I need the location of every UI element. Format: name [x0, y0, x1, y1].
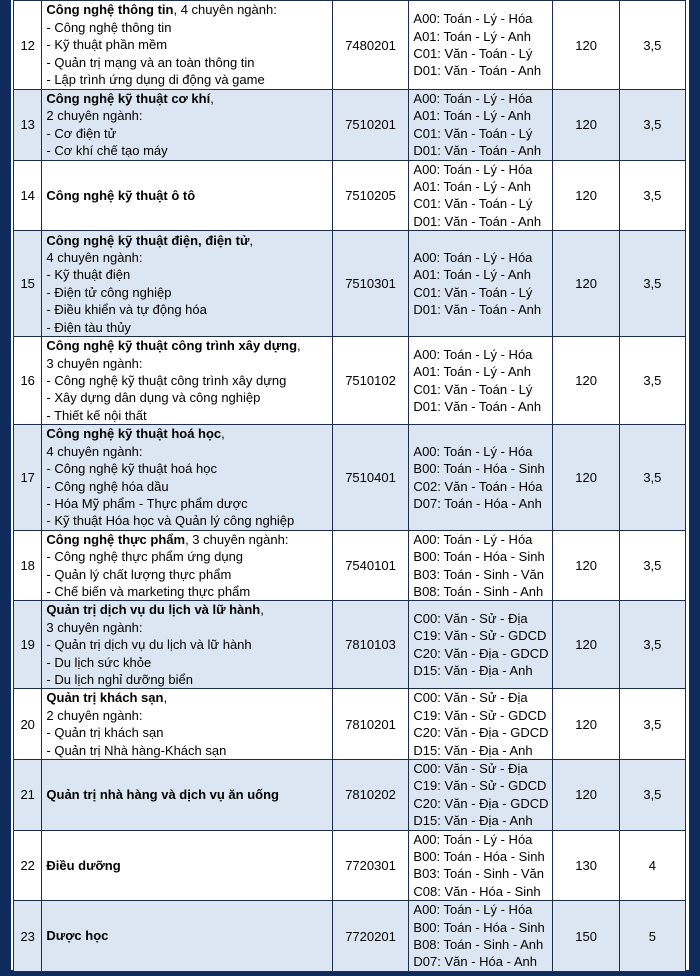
- major-code: 7810201: [332, 689, 409, 760]
- specialization-item: - Hóa Mỹ phẩm - Thực phẩm dược: [46, 495, 248, 511]
- specialization-item: - Thiết kế nội thất: [46, 407, 147, 423]
- specialization-item: - Công nghệ thông tin: [46, 19, 172, 35]
- subject-combination: A00: Toán - Lý - Hóa: [413, 902, 533, 918]
- major-cell: [42, 1, 332, 90]
- table-row: [14, 337, 686, 425]
- subject-combination: A01: Toán - Lý - Anh: [413, 28, 531, 44]
- subject-combination: A00: Toán - Lý - Hóa: [413, 161, 533, 177]
- subject-combination: C20: Văn - Địa - GDCD: [413, 645, 549, 661]
- major-title-line: [46, 425, 327, 442]
- major-title-line: [46, 531, 327, 548]
- subject-combination: C01: Văn - Toán - Lý: [413, 284, 533, 300]
- min-score: 4: [619, 830, 685, 901]
- subject-combinations: [409, 1, 553, 90]
- major-title-line: [46, 927, 327, 944]
- row-number: 12: [14, 1, 42, 90]
- major-title-line: [46, 601, 327, 618]
- quota: 150: [553, 901, 619, 972]
- major-name: Quản trị khách sạn: [46, 690, 164, 706]
- major-cell: [42, 160, 332, 231]
- subject-combination: A00: Toán - Lý - Hóa: [413, 249, 533, 265]
- subject-combination: B03: Toán - Sinh - Văn: [413, 866, 544, 882]
- specialization-item: - Quản trị khách sạn: [46, 725, 164, 741]
- specialization-item: - Lập trình ứng dụng di động và game: [46, 72, 265, 88]
- subject-combination: D07: Văn - Hóa - Anh: [413, 954, 537, 970]
- major-code: 7510205: [332, 160, 409, 231]
- major-name: Dược học: [46, 928, 109, 944]
- major-suffix: , 3 chuyên ngành:: [185, 531, 289, 547]
- subject-combinations: [409, 901, 553, 972]
- major-name: Công nghệ kỹ thuật điện, điện tử: [46, 232, 250, 248]
- subject-combination: B08: Toán - Sinh - Anh: [413, 583, 544, 599]
- subject-combination: A00: Toán - Lý - Hóa: [413, 531, 533, 547]
- specialization-item: 2 chuyên ngành:: [46, 108, 143, 124]
- subject-combination: A00: Toán - Lý - Hóa: [413, 11, 533, 27]
- row-number: 15: [14, 231, 42, 337]
- major-cell: [42, 425, 332, 530]
- major-suffix: ,: [297, 338, 301, 354]
- subject-combination: A01: Toán - Lý - Anh: [413, 364, 531, 380]
- subject-combination: A01: Toán - Lý - Anh: [413, 108, 531, 124]
- subject-combination: A01: Toán - Lý - Anh: [413, 179, 531, 195]
- major-cell: [42, 901, 332, 972]
- quota: 120: [553, 530, 619, 601]
- admission-majors-table: [13, 0, 686, 972]
- row-number: 21: [14, 760, 42, 831]
- major-code: 7510401: [332, 425, 409, 530]
- subject-combination: A00: Toán - Lý - Hóa: [413, 346, 533, 362]
- min-score: 3,5: [619, 1, 685, 90]
- min-score: 3,5: [619, 231, 685, 337]
- major-name: Công nghệ thông tin: [46, 2, 174, 18]
- min-score: 3,5: [619, 90, 685, 161]
- major-cell: [42, 760, 332, 831]
- subject-combination: C00: Văn - Sử - Địa: [413, 761, 528, 776]
- major-name: Công nghệ kỹ thuật ô tô: [46, 187, 196, 203]
- specialization-item: - Quản lý chất lượng thực phẩm: [46, 566, 232, 582]
- quota: 120: [553, 1, 619, 90]
- major-title-line: [46, 187, 327, 204]
- subject-combination: D07: Toán - Hóa - Anh: [413, 495, 542, 511]
- specialization-item: 2 chuyên ngành:: [46, 707, 143, 723]
- major-title-line: [46, 857, 327, 874]
- quota: 120: [553, 160, 619, 231]
- subject-combination: D15: Văn - Địa - Anh: [413, 663, 533, 679]
- major-name: Quản trị nhà hàng và dịch vụ ăn uống: [46, 787, 279, 803]
- specialization-item: 3 chuyên ngành:: [46, 355, 143, 371]
- subject-combination: D01: Văn - Toán - Anh: [413, 302, 542, 318]
- subject-combination: D01: Văn - Toán - Anh: [413, 213, 542, 229]
- subject-combination: A00: Toán - Lý - Hóa: [413, 831, 533, 847]
- subject-combinations: [409, 160, 553, 231]
- table-row: [14, 425, 686, 530]
- quota: 120: [553, 760, 619, 831]
- subject-combination: A01: Toán - Lý - Anh: [413, 267, 531, 283]
- quota: 120: [553, 231, 619, 337]
- specialization-item: - Cơ khí chế tạo máy: [46, 143, 168, 159]
- major-code: 7720301: [332, 830, 409, 901]
- specialization-item: - Quản trị dịch vụ du lịch và lữ hành: [46, 637, 252, 653]
- subject-combination: C00: Văn - Sử - Địa: [413, 611, 528, 627]
- subject-combination: D15: Văn - Địa - Anh: [413, 813, 533, 829]
- specialization-item: - Công nghệ thực phẩm ứng dụng: [46, 549, 244, 565]
- min-score: 3,5: [619, 160, 685, 231]
- row-number: 20: [14, 689, 42, 760]
- major-code: 7480201: [332, 1, 409, 90]
- major-suffix: ,: [210, 91, 214, 106]
- min-score: 3,5: [619, 689, 685, 760]
- major-cell: [42, 689, 332, 760]
- major-title-line: [46, 1, 327, 18]
- subject-combination: C01: Văn - Toán - Lý: [413, 381, 533, 397]
- major-cell: [42, 231, 332, 337]
- major-code: 7510102: [332, 337, 409, 425]
- quota: 120: [553, 689, 619, 760]
- min-score: 5: [619, 901, 685, 972]
- table-row: [14, 830, 686, 901]
- table-body: [14, 1, 686, 972]
- specialization-item: - Cơ điện tử: [46, 125, 117, 141]
- major-title-line: [46, 232, 327, 249]
- specialization-item: 4 chuyên ngành:: [46, 249, 143, 265]
- subject-combination: B00: Toán - Hóa - Sinh: [413, 461, 545, 477]
- table-row: [14, 530, 686, 601]
- subject-combination: C00: Văn - Sử - Địa: [413, 690, 528, 706]
- row-number: 23: [14, 901, 42, 972]
- row-number: 18: [14, 530, 42, 601]
- subject-combination: C02: Văn - Toán - Hóa: [413, 478, 543, 494]
- specialization-item: - Quản trị Nhà hàng-Khách sạn: [46, 742, 227, 758]
- specialization-item: 4 chuyên ngành:: [46, 443, 143, 459]
- subject-combination: C19: Văn - Sử - GDCD: [413, 778, 547, 794]
- subject-combination: D01: Văn - Toán - Anh: [413, 399, 542, 415]
- major-title-line: [46, 786, 327, 803]
- quota: 130: [553, 830, 619, 901]
- major-title-line: [46, 337, 327, 354]
- major-name: Công nghệ kỹ thuật công trình xây dựng: [46, 338, 298, 354]
- major-name: Công nghệ thực phẩm: [46, 531, 186, 547]
- subject-combination: C20: Văn - Địa - GDCD: [413, 795, 549, 811]
- subject-combinations: [409, 231, 553, 337]
- row-number: 19: [14, 601, 42, 689]
- major-code: 7810103: [332, 601, 409, 689]
- major-name: Quản trị dịch vụ du lịch và lữ hành: [46, 602, 261, 618]
- row-number: 16: [14, 337, 42, 425]
- row-number: 17: [14, 425, 42, 530]
- quota: 120: [553, 601, 619, 689]
- quota: 120: [553, 425, 619, 530]
- subject-combination: C20: Văn - Địa - GDCD: [413, 725, 549, 741]
- table-row: [14, 1, 686, 90]
- subject-combinations: [409, 425, 553, 530]
- specialization-item: - Công nghệ kỹ thuật hoá học: [46, 461, 217, 477]
- min-score: 3,5: [619, 337, 685, 425]
- major-cell: [42, 337, 332, 425]
- quota: 120: [553, 337, 619, 425]
- table-row: [14, 689, 686, 760]
- subject-combination: A00: Toán - Lý - Hóa: [413, 443, 533, 459]
- major-name: Điều dưỡng: [46, 857, 121, 873]
- subject-combination: C01: Văn - Toán - Lý: [413, 125, 533, 141]
- table-row: [14, 601, 686, 689]
- subject-combinations: [409, 830, 553, 901]
- major-cell: [42, 830, 332, 901]
- subject-combination: D01: Văn - Toán - Anh: [413, 143, 542, 159]
- major-suffix: ,: [249, 232, 253, 248]
- row-number: 22: [14, 830, 42, 901]
- major-name: Công nghệ kỹ thuật hoá học: [46, 426, 222, 442]
- row-number: 13: [14, 90, 42, 161]
- major-code: 7810202: [332, 760, 409, 831]
- specialization-item: - Chế biến và marketing thực phẩm: [46, 583, 251, 599]
- table-row: [14, 760, 686, 831]
- specialization-item: - Quản trị mạng và an toàn thông tin: [46, 54, 255, 70]
- major-code: 7510301: [332, 231, 409, 337]
- subject-combinations: [409, 337, 553, 425]
- major-code: 7540101: [332, 530, 409, 601]
- subject-combination: C01: Văn - Toán - Lý: [413, 46, 533, 61]
- subject-combination: A00: Toán - Lý - Hóa: [413, 91, 533, 106]
- table-row: [14, 231, 686, 337]
- major-name: Công nghệ kỹ thuật cơ khí: [46, 91, 211, 106]
- subject-combination: B00: Toán - Hóa - Sinh: [413, 849, 545, 865]
- specialization-item: - Điện tử công nghiệp: [46, 284, 172, 300]
- major-suffix: ,: [163, 690, 168, 706]
- specialization-item: - Điện tàu thủy: [46, 319, 131, 335]
- table-row: [14, 160, 686, 231]
- specialization-item: - Kỹ thuật phần mềm: [46, 37, 168, 53]
- row-number: 14: [14, 160, 42, 231]
- major-title-line: [46, 689, 327, 706]
- specialization-item: - Kỹ thuật Hóa học và Quản lý công nghiệp: [46, 513, 295, 529]
- subject-combination: C01: Văn - Toán - Lý: [413, 196, 533, 212]
- major-title-line: [46, 90, 327, 107]
- major-cell: [42, 90, 332, 161]
- subject-combination: B03: Toán - Sinh - Văn: [413, 566, 544, 582]
- subject-combination: D15: Văn - Địa - Anh: [413, 742, 533, 758]
- major-suffix: , 4 chuyên ngành:: [173, 2, 277, 18]
- subject-combination: C19: Văn - Sử - GDCD: [413, 628, 547, 644]
- major-suffix: ,: [221, 426, 225, 442]
- specialization-item: - Công nghệ kỹ thuật công trình xây dựng: [46, 373, 287, 389]
- subject-combination: B00: Toán - Hóa - Sinh: [413, 549, 545, 565]
- min-score: 3,5: [619, 425, 685, 530]
- subject-combination: D01: Văn - Toán - Anh: [413, 63, 542, 79]
- major-code: 7510201: [332, 90, 409, 161]
- min-score: 3,5: [619, 760, 685, 831]
- specialization-item: 3 chuyên ngành:: [46, 619, 143, 635]
- subject-combinations: [409, 530, 553, 601]
- subject-combination: C19: Văn - Sử - GDCD: [413, 707, 547, 723]
- subject-combinations: [409, 601, 553, 689]
- min-score: 3,5: [619, 530, 685, 601]
- major-cell: [42, 530, 332, 601]
- specialization-item: - Công nghệ hóa dầu: [46, 478, 169, 494]
- subject-combination: C08: Văn - Hóa - Sinh: [413, 883, 541, 899]
- subject-combination: B08: Toán - Sinh - Anh: [413, 937, 544, 953]
- specialization-item: - Du lịch sức khỏe: [46, 654, 152, 670]
- subject-combinations: [409, 90, 553, 161]
- major-suffix: ,: [260, 602, 264, 618]
- specialization-item: - Xây dựng dân dụng và công nghiệp: [46, 390, 261, 406]
- min-score: 3,5: [619, 601, 685, 689]
- quota: 120: [553, 90, 619, 161]
- major-cell: [42, 601, 332, 689]
- subject-combinations: [409, 689, 553, 760]
- subject-combinations: [409, 760, 553, 831]
- major-code: 7720201: [332, 901, 409, 972]
- specialization-item: - Kỹ thuật điện: [46, 267, 131, 283]
- specialization-item: - Du lịch nghỉ dưỡng biển: [46, 671, 193, 687]
- specialization-item: - Điều khiển và tự động hóa: [46, 302, 207, 318]
- subject-combination: B00: Toán - Hóa - Sinh: [413, 919, 545, 935]
- table-row: [14, 90, 686, 161]
- table-row: [14, 901, 686, 972]
